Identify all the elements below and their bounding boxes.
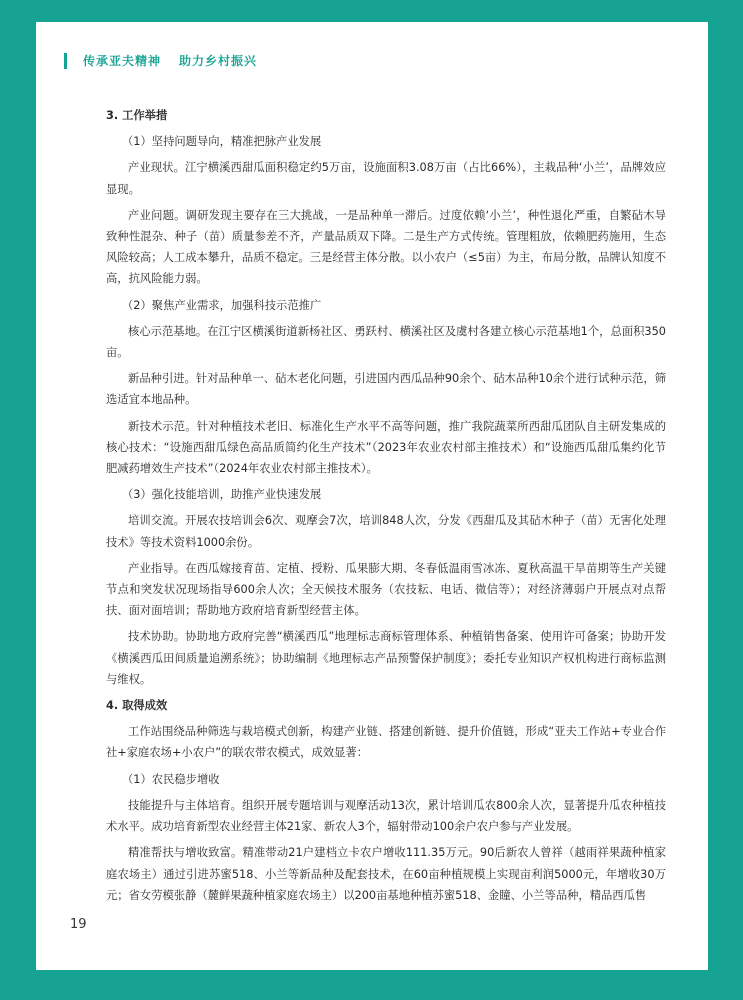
- body-text: [106, 105, 666, 906]
- paragraph: 新品种引进。针对品种单一、砧木老化问题，引进国内西瓜品种90余个、砧木品种10余个进行试种示范，筛选适宜本地品种。: [106, 372, 666, 407]
- subsection-heading: （1）坚持问题导向，精准把脉产业发展: [122, 135, 322, 149]
- page-number: 19: [70, 917, 87, 932]
- paragraph: 技能提升与主体培育。组织开展专题培训与观摩活动13次，累计培训瓜农800余人次，显著提升瓜农种植技术水平。成功培育新型农业经营主体21家、新农人3个，辐射带动100余户农户参与产业发展。: [106, 798, 666, 834]
- header-right-text: 助力乡村振兴: [179, 54, 258, 68]
- header-left-text: 传承亚夫精神: [83, 54, 162, 68]
- paragraph: 精准帮扶与增收致富。精准带动21户建档立卡农户增收111.35万元。90后新农人曾祥（越雨祥果蔬种植家庭农场主）通过引进苏蜜518、小兰等新品种及配套技术，在60亩种植规模上实现亩利润5000元，年增收30万元；省女劳模张静（麓鲜果蔬种植家庭农场主）以200亩基地种植苏蜜518、金瞳、小兰等品种，精品西瓜售: [106, 846, 666, 902]
- subsection-heading: （3）强化技能培训，助推产业快速发展: [122, 488, 322, 502]
- paragraph: 技术协助。协助地方政府完善“横溪西瓜”地理标志商标管理体系、种植销售备案、使用许可备案；协助开发《横溪西瓜田间质量追溯系统》；协助编制《地理标志产品预警保护制度》；委托专业知识产权机构进行商标监测与维权。: [106, 630, 666, 686]
- header-accent-bar: [64, 53, 67, 69]
- paragraph: 产业现状。江宁横溪西甜瓜面积稳定约5万亩，设施面积3.08万亩（占比66%），主栽品种‘小兰’，品牌效应显现。: [106, 161, 666, 196]
- paragraph: 产业指导。在西瓜嫁接育苗、定植、授粉、瓜果膨大期、冬春低温雨雪冰冻、夏秋高温干旱苗期等生产关键节点和突发状况现场指导600余人次；全天候技术服务（农技耘、电话、微信等）；对经济薄弱户开展点对点帮扶、面对面培训；帮助地方政府培育新型经营主体。: [106, 561, 666, 618]
- paragraph: 产业问题。调研发现主要存在三大挑战，一是品种单一滞后。过度依赖‘小兰’，种性退化严重，自繁砧木导致种性混杂、种子（苗）质量参差不齐，产量品质双下降。二是生产方式传统。管理粗放，依赖肥药施用，生态风险较高；人工成本攀升，品质不稳定。三是经营主体分散。以小农户（≤5亩）为主，布局分散，品牌认知度不高，抗风险能力弱。: [106, 208, 666, 286]
- paragraph: 工作站围绕品种筛选与栽培模式创新，构建产业链、搭建创新链、提升价值链，形成“亚夫工作站+专业合作社+家庭农场+小农户”的联农带农模式，成效显著：: [106, 725, 666, 760]
- subsection-heading: （1）农民稳步增收: [122, 772, 220, 786]
- page: [36, 22, 708, 970]
- paragraph: 新技术示范。针对种植技术老旧、标准化生产水平不高等问题，推广我院蔬菜所西甜瓜团队自主研发集成的核心技术：“设施西甜瓜绿色高品质简约化生产技术”（2023年农业农村部主推技术）和“设施西瓜甜瓜集约化节肥减药增效生产技术”（2024年农业农村部主推技术）。: [106, 419, 666, 476]
- subsection-heading: （2）聚焦产业需求，加强科技示范推广: [122, 298, 322, 312]
- running-header: [64, 52, 257, 69]
- section-heading: 4. 取得成效: [106, 699, 168, 713]
- paragraph: 培训交流。开展农技培训会6次、观摩会7次，培训848人次，分发《西甜瓜及其砧木种子（苗）无害化处理技术》等技术资料1000余份。: [106, 514, 666, 549]
- paragraph: 核心示范基地。在江宁区横溪街道新杨社区、勇跃村、横溪社区及虞村各建立核心示范基地1个，总面积350亩。: [106, 324, 666, 360]
- section-heading: 3. 工作举措: [106, 109, 168, 122]
